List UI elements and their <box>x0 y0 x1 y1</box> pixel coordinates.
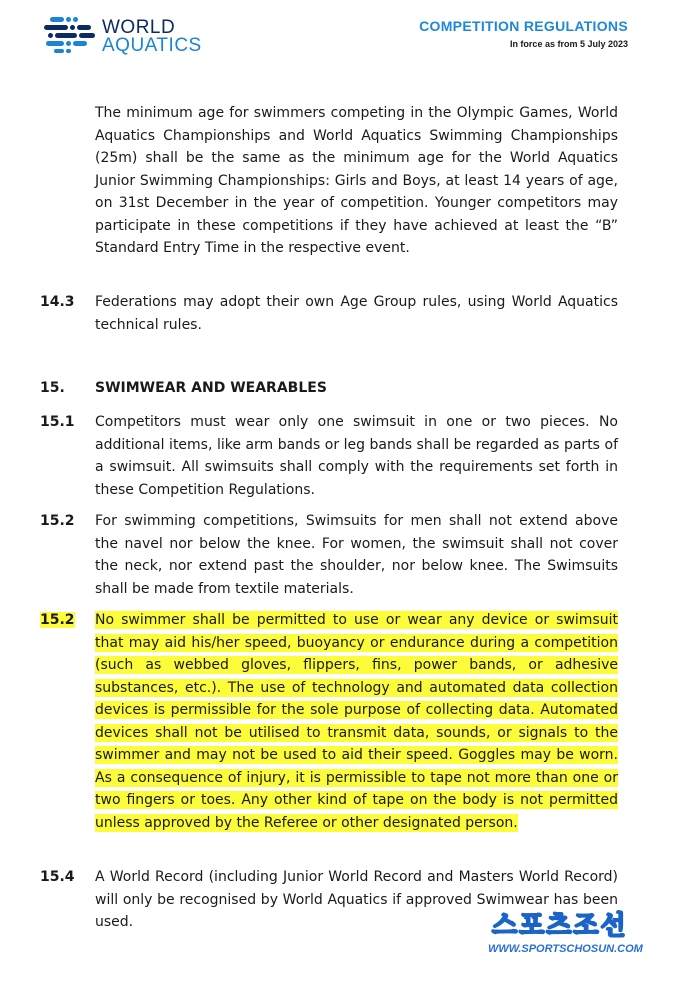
highlighted-number: 15.2 <box>40 612 75 628</box>
watermark-url: WWW.SPORTSCHOSUN.COM <box>488 943 643 955</box>
section-number: 15.1 <box>40 414 75 430</box>
paragraph-15-1 <box>40 411 618 501</box>
paragraph-text <box>95 609 618 834</box>
document-subtitle: In force as from 5 July 2023 <box>509 39 628 49</box>
section-title: SWIMWEAR AND WEARABLES <box>95 380 327 396</box>
watermark <box>480 905 680 965</box>
section-number <box>40 609 90 632</box>
paragraph-text: The minimum age for swimmers competing in the Olympic Games, World Aquatics Championships and World Aquatics Swimming Championships (25m) shall be the same as the minimum age for the World Aquatics Junior Swimming Championships: Girls and Boys, at least 14 years of age, on 31st December in the year of competition. Younger competitors may participate in these competitions if they have achieved at least the “B” Standard Entry Time in the respective event. <box>95 105 618 256</box>
paragraph-15-2 <box>40 510 618 600</box>
section-number: 15.2 <box>40 513 75 529</box>
paragraph-14-3 <box>40 291 618 336</box>
document-title: COMPETITION REGULATIONS <box>419 18 628 34</box>
paragraph-text: A World Record (including Junior World Record and Masters World Record) will only be recognised by World Aquatics if approved Swimwear has been used. <box>95 869 618 930</box>
header-right <box>419 18 628 49</box>
watermark-logo: 스포츠조선 <box>492 911 628 941</box>
paragraph-15-2-highlighted <box>40 609 618 834</box>
logo-mark-icon <box>44 14 98 54</box>
paragraph-intro <box>40 102 618 260</box>
section-number: 15.4 <box>40 869 75 885</box>
section-number: 15. <box>40 380 65 396</box>
logo-line-1: WORLD <box>102 17 176 38</box>
paragraph-text: Federations may adopt their own Age Group rules, using World Aquatics technical rules. <box>95 294 618 333</box>
section-15-heading <box>40 377 618 400</box>
paragraph-text: For swimming competitions, Swimsuits for men shall not extend above the navel nor below the knee. For women, the swimsuit shall not cover the neck, nor extend past the shoulder, nor below knee. The Swimsuits shall be made from textile materials. <box>95 513 618 597</box>
highlighted-text: No swimmer shall be permitted to use or wear any device or swimsuit that may aid his/her speed, buoyancy or endurance during a competition (such as webbed gloves, flippers, fins, power bands, or adhesive substances, etc.). The use of technology and automated data collection devices is permissible for the sole purpose of collecting data. Automated devices shall not be utilised to transmit data, sounds, or signals to the swimmer and may not be used to aid their speed. Goggles may be worn. As a consequence of injury, it is permissible to tape not more than one or two fingers or toes. Any other kind of tape on the body is not permitted unless approved by the Referee or other designated person. <box>95 612 618 831</box>
logo-line-2: AQUATICS <box>102 35 202 56</box>
paragraph-text: Competitors must wear only one swimsuit in one or two pieces. No additional items, like arm bands or leg bands shall be regarded as parts of a swimsuit. All swimsuits shall comply with the requirements set forth in these Competition Regulations. <box>95 414 618 498</box>
world-aquatics-logo <box>44 14 224 58</box>
section-number: 14.3 <box>40 294 75 310</box>
